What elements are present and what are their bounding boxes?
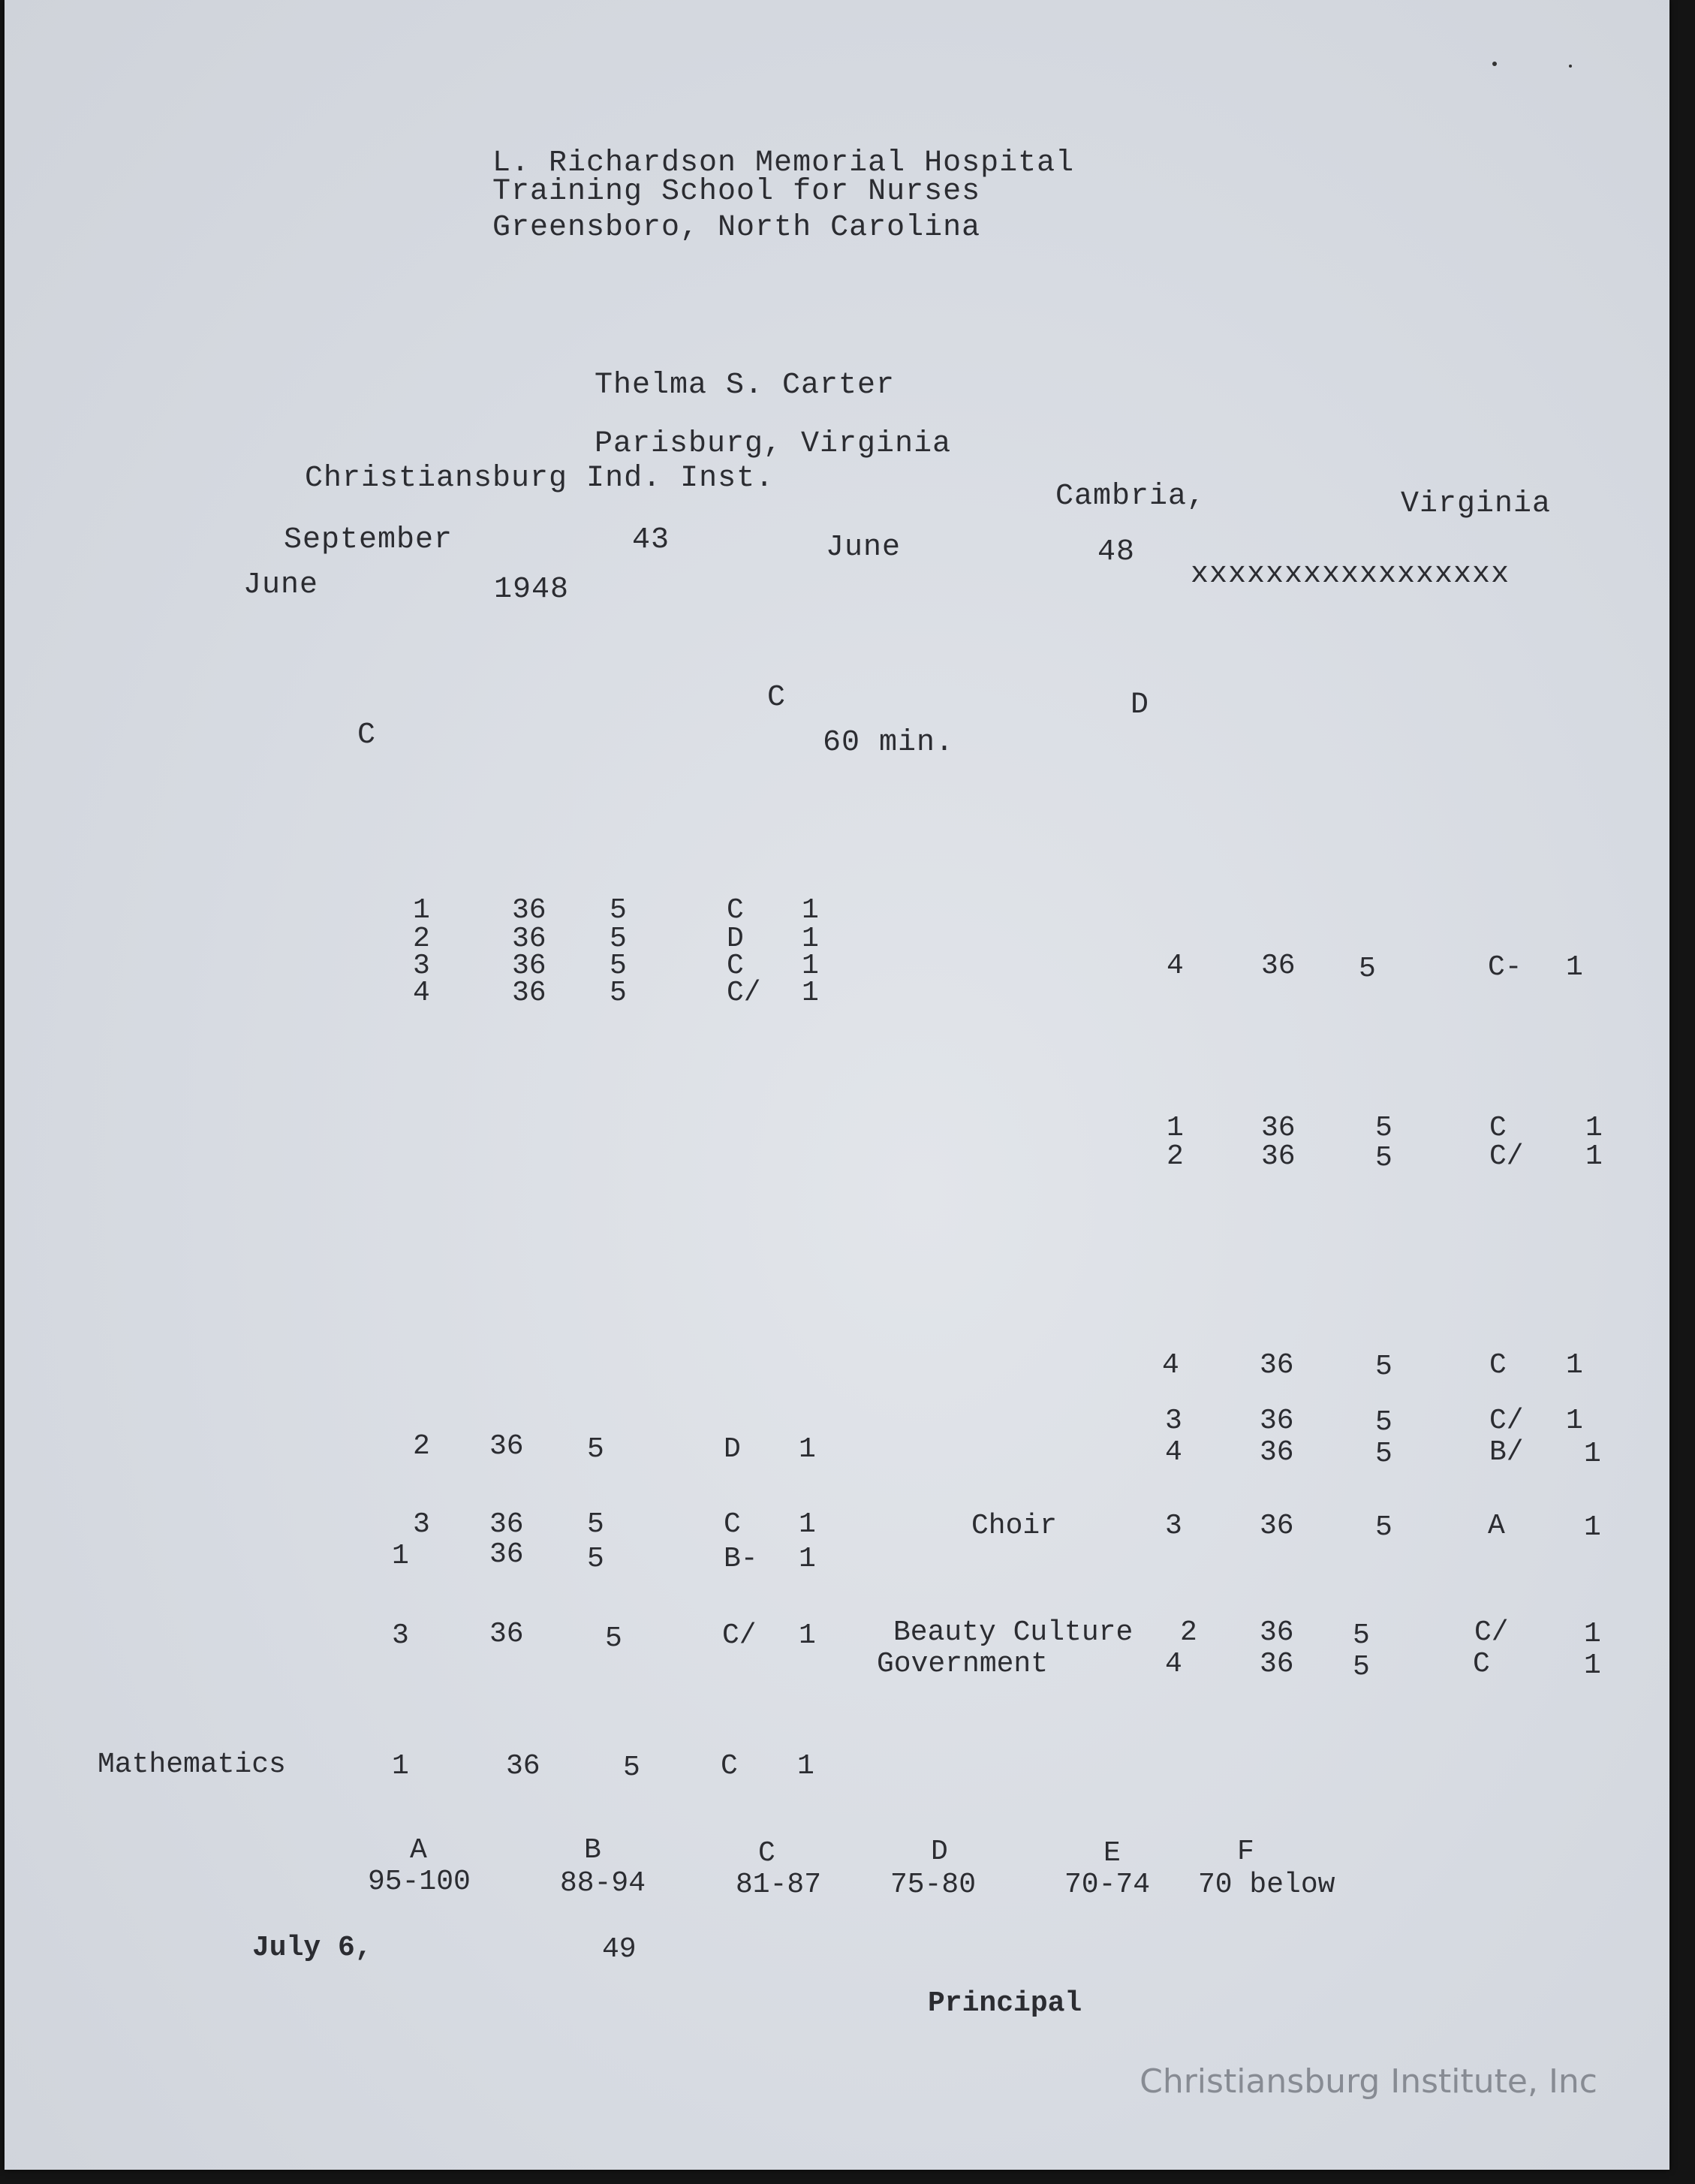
rating-3: D bbox=[1131, 688, 1150, 722]
graduation-year: 1948 bbox=[494, 573, 570, 607]
footer-year: 49 bbox=[602, 1933, 637, 1966]
student-name: Thelma S. Carter bbox=[595, 369, 896, 402]
weeks-cell: 36 bbox=[1261, 1140, 1296, 1173]
grade-cell: B- bbox=[724, 1543, 758, 1575]
rating-2: C bbox=[767, 681, 787, 715]
grade-cell: C/ bbox=[1474, 1616, 1509, 1649]
weeks-cell: 36 bbox=[1260, 1405, 1294, 1437]
periods-cell: 5 bbox=[1353, 1651, 1370, 1683]
units-cell: 1 bbox=[1584, 1618, 1601, 1650]
grade-year-cell: 1 bbox=[1167, 1112, 1184, 1144]
watermark: Christiansburg Institute, Inc bbox=[1140, 2062, 1597, 2101]
units-cell: 1 bbox=[1566, 951, 1583, 984]
grade-cell: C bbox=[1473, 1648, 1490, 1680]
grade-year-cell: 2 bbox=[1180, 1616, 1197, 1649]
periods-cell: 5 bbox=[1353, 1619, 1370, 1652]
units-cell: 1 bbox=[802, 950, 819, 982]
strikeout-marks: xxxxxxxxxxxxxxxxx bbox=[1191, 558, 1510, 592]
grade-year-cell: 2 bbox=[413, 923, 430, 955]
units-cell: 1 bbox=[797, 1750, 814, 1782]
grade-year-cell: 3 bbox=[413, 1508, 430, 1541]
grade-year-cell: 4 bbox=[413, 977, 430, 1009]
grade-cell: C/ bbox=[722, 1619, 757, 1652]
periods-cell: 5 bbox=[587, 1433, 604, 1466]
grade-cell: C/ bbox=[727, 977, 761, 1009]
units-cell: 1 bbox=[1584, 1649, 1601, 1682]
grade-year-cell: 3 bbox=[413, 950, 430, 982]
grade-year-cell: 1 bbox=[392, 1540, 409, 1572]
left-year: 48 bbox=[1097, 535, 1136, 569]
grade-cell: C bbox=[727, 950, 744, 982]
grade-cell: C bbox=[721, 1750, 738, 1782]
scale-range: 81-87 bbox=[736, 1869, 822, 1901]
grade-cell: C/ bbox=[1489, 1140, 1524, 1173]
scale-grade: F bbox=[1237, 1836, 1254, 1868]
scale-grade: A bbox=[410, 1834, 427, 1866]
grade-year-cell: 4 bbox=[1162, 1349, 1179, 1381]
grade-year-cell: 4 bbox=[1165, 1436, 1182, 1469]
subject-label: Government bbox=[877, 1648, 1049, 1680]
grade-cell: B/ bbox=[1489, 1436, 1524, 1469]
units-cell: 1 bbox=[1566, 1405, 1583, 1437]
weeks-cell: 36 bbox=[1260, 1648, 1294, 1680]
weeks-cell: 36 bbox=[512, 923, 546, 955]
grade-cell: C bbox=[1489, 1349, 1507, 1381]
scale-range: 88-94 bbox=[560, 1867, 646, 1899]
weeks-cell: 36 bbox=[1261, 1112, 1296, 1144]
school-of-nursing: Training School for Nurses bbox=[492, 175, 981, 209]
school-name: Christiansburg Ind. Inst. bbox=[305, 462, 775, 496]
grade-cell: D bbox=[727, 923, 744, 955]
weeks-cell: 36 bbox=[1260, 1436, 1294, 1469]
grade-cell: C bbox=[1489, 1112, 1507, 1144]
periods-cell: 5 bbox=[610, 977, 627, 1009]
hospital-location: Greensboro, North Carolina bbox=[492, 211, 981, 245]
weeks-cell: 36 bbox=[512, 950, 546, 982]
grade-cell: D bbox=[724, 1433, 741, 1466]
weeks-cell: 36 bbox=[512, 977, 546, 1009]
left-month: June bbox=[826, 531, 902, 565]
weeks-cell: 36 bbox=[489, 1538, 524, 1571]
periods-cell: 5 bbox=[587, 1508, 604, 1541]
units-cell: 1 bbox=[1584, 1438, 1601, 1470]
subject-label: Choir bbox=[971, 1510, 1058, 1542]
weeks-cell: 36 bbox=[1260, 1510, 1294, 1542]
student-address: Parisburg, Virginia bbox=[595, 427, 952, 461]
periods-cell: 5 bbox=[1375, 1511, 1392, 1544]
weeks-cell: 36 bbox=[489, 1430, 524, 1463]
periods-cell: 5 bbox=[1375, 1142, 1392, 1174]
class-period-length: 60 min. bbox=[823, 726, 955, 760]
units-cell: 1 bbox=[1584, 1511, 1601, 1544]
units-cell: 1 bbox=[802, 977, 819, 1009]
weeks-cell: 36 bbox=[1260, 1349, 1294, 1381]
ink-speck bbox=[1492, 62, 1497, 66]
scale-grade: B bbox=[584, 1834, 601, 1866]
periods-cell: 5 bbox=[1359, 953, 1376, 985]
units-cell: 1 bbox=[799, 1433, 816, 1466]
ink-speck bbox=[1569, 65, 1572, 68]
scale-range: 70-74 bbox=[1064, 1869, 1151, 1901]
grade-cell: C bbox=[727, 894, 744, 926]
grade-year-cell: 2 bbox=[1167, 1140, 1184, 1173]
units-cell: 1 bbox=[799, 1619, 816, 1652]
weeks-cell: 36 bbox=[512, 894, 546, 926]
hospital-name: L. Richardson Memorial Hospital bbox=[492, 146, 1075, 180]
grade-cell: C- bbox=[1488, 951, 1522, 984]
units-cell: 1 bbox=[1566, 1349, 1583, 1381]
units-cell: 1 bbox=[799, 1508, 816, 1541]
grade-year-cell: 4 bbox=[1167, 950, 1184, 982]
grade-year-cell: 1 bbox=[413, 894, 430, 926]
scale-grade: D bbox=[931, 1836, 948, 1868]
periods-cell: 5 bbox=[605, 1622, 622, 1655]
periods-cell: 5 bbox=[1375, 1406, 1392, 1438]
periods-cell: 5 bbox=[610, 950, 627, 982]
periods-cell: 5 bbox=[1375, 1438, 1392, 1470]
school-state: Virginia bbox=[1401, 487, 1552, 521]
weeks-cell: 36 bbox=[506, 1750, 540, 1782]
footer-date: July 6, bbox=[252, 1932, 372, 1964]
units-cell: 1 bbox=[1585, 1140, 1603, 1173]
periods-cell: 5 bbox=[610, 923, 627, 955]
periods-cell: 5 bbox=[623, 1752, 640, 1784]
subject-label: Beauty Culture bbox=[893, 1616, 1134, 1649]
grade-year-cell: 3 bbox=[1165, 1510, 1182, 1542]
scale-range: 75-80 bbox=[890, 1869, 977, 1901]
document-page bbox=[5, 0, 1669, 2170]
units-cell: 1 bbox=[802, 894, 819, 926]
scale-grade: C bbox=[758, 1837, 775, 1869]
scale-range: 70 below bbox=[1198, 1869, 1335, 1901]
weeks-cell: 36 bbox=[489, 1618, 524, 1650]
grade-year-cell: 1 bbox=[392, 1750, 409, 1782]
weeks-cell: 36 bbox=[1261, 950, 1296, 982]
scale-grade: E bbox=[1103, 1837, 1121, 1869]
weeks-cell: 36 bbox=[1260, 1616, 1294, 1649]
periods-cell: 5 bbox=[610, 894, 627, 926]
periods-cell: 5 bbox=[587, 1543, 604, 1575]
units-cell: 1 bbox=[802, 923, 819, 955]
school-city: Cambria, bbox=[1055, 480, 1206, 514]
grade-cell: C bbox=[724, 1508, 741, 1541]
grade-cell: A bbox=[1488, 1510, 1505, 1542]
weeks-cell: 36 bbox=[489, 1508, 524, 1541]
principal-signature-label: Principal bbox=[928, 1987, 1082, 2020]
periods-cell: 5 bbox=[1375, 1112, 1392, 1144]
rating-1: C bbox=[357, 718, 377, 752]
subject-label: Mathematics bbox=[98, 1749, 286, 1781]
entered-month: September bbox=[284, 523, 453, 557]
grade-year-cell: 4 bbox=[1165, 1648, 1182, 1680]
grade-cell: C/ bbox=[1489, 1405, 1524, 1437]
scale-range: 95-100 bbox=[368, 1866, 471, 1898]
graduation-month: June bbox=[243, 568, 319, 602]
grade-year-cell: 3 bbox=[1165, 1405, 1182, 1437]
units-cell: 1 bbox=[1585, 1112, 1603, 1144]
periods-cell: 5 bbox=[1375, 1351, 1392, 1383]
units-cell: 1 bbox=[799, 1543, 816, 1575]
grade-year-cell: 2 bbox=[413, 1430, 430, 1463]
grade-year-cell: 3 bbox=[392, 1619, 409, 1652]
entered-year: 43 bbox=[632, 523, 670, 557]
